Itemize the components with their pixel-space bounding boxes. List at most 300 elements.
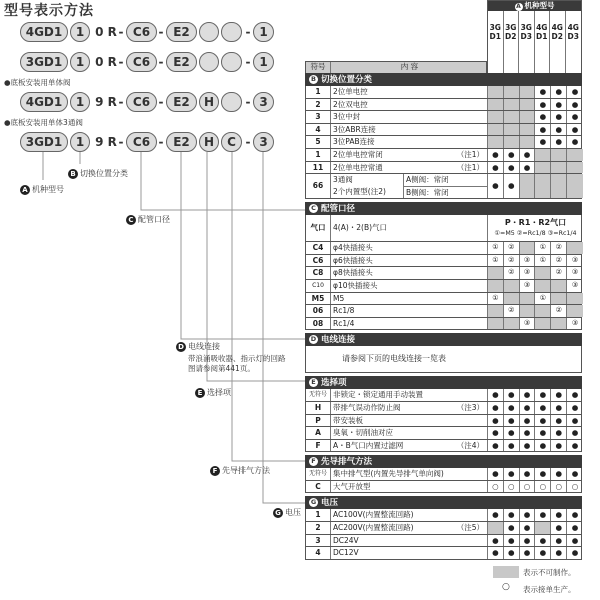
cell-3gd2 [504,318,520,330]
row-symbol: P [306,415,331,427]
cell-4gd3: ● [571,440,579,450]
cell-3gd1 [488,99,504,111]
row-symbol: 无符号 [306,468,331,480]
cell-3gd3: ● [520,468,536,480]
cell-4gd3: ③ [571,255,579,264]
row-content [331,86,488,98]
table-row [305,255,582,268]
cell-3gd1 [488,267,504,279]
cell-4gd3 [567,174,583,198]
spec-table [305,73,582,560]
section-title: 配管口径 [321,204,356,215]
code-part-b: 1 [70,132,90,152]
cell-3gd2: ● [504,440,520,452]
cell-3gd3: ③ [520,267,536,279]
cell-3gd1: ① [488,255,504,267]
model-column-3gd3: 3GD3 [519,11,535,73]
row-text: 带排气误动作防止阀 [333,402,401,412]
cell-4gd1: ● [535,402,551,414]
table-row [305,509,582,522]
row-symbol: A [306,427,331,439]
row-symbol: 4 [306,124,331,136]
cell-4gd1 [535,149,551,161]
cell-4gd3 [567,242,583,254]
model-column-4gd2: 4GD2 [550,11,566,73]
row-text: Rc1/4 [333,318,355,328]
legend-gray-text: 表示不可制作。 [523,568,576,577]
row-content [331,481,488,493]
row-content [331,267,488,279]
cell-3gd1 [488,124,504,136]
cell-4gd2: ● [551,99,567,111]
row-text: φ8快插接头 [333,268,373,278]
row-symbol: C [306,481,331,493]
cell-4gd3: ● [571,99,579,109]
row-symbol: 11 [306,162,331,174]
row-content [331,111,488,123]
cell-3gd3: ● [520,149,536,161]
cell-4gd2 [551,149,567,161]
cell-4gd2: ● [551,440,567,452]
section-header-f [305,455,582,468]
cell-3gd3: ③ [520,280,536,292]
cell-3gd1: ● [488,389,504,401]
row-symbol: 2 [306,522,331,534]
row-symbol: 4 [306,547,331,559]
cell-3gd2: ● [504,522,520,534]
row-note: （注3） [456,402,484,412]
port-right-legend: ①=M5 ②=Rc1/8 ③=Rc1/4 [494,230,577,238]
cell-3gd2: ● [504,162,520,174]
row-text: Rc1/8 [333,306,355,316]
cell-4gd3: ● [571,523,579,533]
table-row [305,111,582,124]
cell-4gd1: ● [535,86,551,98]
code-note: ●底板安装用单体3通阀 [4,118,83,127]
row-text: 大气开放型 [333,481,371,491]
cell-3gd3 [520,305,536,317]
section-title: 电线连接 [321,335,356,346]
row-note: （注4） [456,440,484,450]
code-note: ●底板安装用单体阀 [4,78,71,87]
row-content [331,255,488,267]
table-row [305,468,582,481]
row-symbol: 2 [306,99,331,111]
row-content [331,149,488,161]
row-symbol: C8 [306,267,331,279]
section-header-e [305,376,582,389]
cell-3gd3 [520,174,536,198]
row-symbol: C10 [306,280,331,292]
cell-3gd2 [504,124,520,136]
cell-3gd1: ● [488,149,504,161]
row-sub2: B侧阀：常闭 [406,187,449,197]
cell-4gd1: ● [535,99,551,111]
legend-circle-icon: ○ [502,582,510,592]
code-part-d: E2 [166,22,197,42]
cell-3gd2 [504,99,520,111]
model-header-title: A 机种型号 [488,1,581,11]
code-part-c: C6 [126,92,157,112]
row-note: （注5） [456,523,484,533]
code-part-c: C6 [126,132,157,152]
row-text: AC200V(内置整流回路) [333,523,414,533]
cell-3gd2: ② [504,267,520,279]
section-header-b [305,73,582,86]
cell-3gd1: ● [488,468,504,480]
cell-4gd2: ② [551,267,567,279]
row-content [331,415,488,427]
cell-3gd1: ● [488,535,504,547]
cell-4gd1: ① [535,255,551,267]
cell-4gd3: ③ [571,318,579,327]
code-part-d: E2 [166,92,197,112]
cell-4gd3: ● [571,390,579,400]
cell-4gd1 [535,318,551,330]
row-content [331,389,488,401]
cell-3gd3 [520,99,536,111]
row-text: 非锁定・锁定通用手动装置 [333,390,423,400]
row-symbol: 66 [306,174,331,198]
table-row [305,174,582,199]
code-part-b: 1 [70,22,90,42]
row-text: 3位PAB连接 [333,137,375,147]
section-header-c [305,202,582,215]
section-letter-badge: D [310,335,317,344]
cell-4gd1 [535,280,551,292]
cell-4gd1: ● [535,547,551,559]
cell-4gd1: ● [535,389,551,401]
cell-3gd2: ● [504,468,520,480]
cell-3gd1: ● [488,440,504,452]
row-sub1: A侧阀：常闭 [404,174,487,187]
cell-3gd1 [488,522,504,534]
label-f: F 先导排气方法 [210,465,270,476]
row-content [331,468,488,480]
cell-4gd1: ● [535,415,551,427]
cell-3gd2: ② [504,242,520,254]
cell-3gd2: ● [504,535,520,547]
label-g: G 电压 [273,507,301,518]
code-part-e [199,22,219,42]
cell-4gd1: ● [535,509,551,521]
code-part-f [221,52,242,72]
section-title: 切换位置分类 [321,75,373,85]
cell-4gd1: ● [535,136,551,148]
row-content [331,293,488,305]
code-part-mid: 9 R [95,95,117,109]
cell-3gd2: ● [504,389,520,401]
cell-4gd2: ● [551,522,567,534]
table-row [305,427,582,440]
cell-4gd3: ● [571,137,579,147]
section-letter-badge: B [309,75,318,84]
table-row [305,293,582,306]
header-symbol: 符号 [306,62,331,73]
code-dash: - [158,135,164,149]
cell-4gd3: ○ [571,481,579,491]
row-content [331,318,488,330]
cell-3gd2: ● [504,509,520,521]
cell-3gd1 [488,318,504,330]
cell-4gd3: ● [571,535,579,545]
row-note: （注1） [456,162,484,172]
table-row [305,318,582,331]
cell-4gd2: ● [551,427,567,439]
cell-3gd3: ○ [520,481,536,493]
code-dash: - [158,55,164,69]
cell-3gd2: ● [504,174,520,198]
code-dash: - [118,95,124,109]
cell-3gd1: ● [488,427,504,439]
cell-4gd1 [535,162,551,174]
code-dash: - [245,95,251,109]
row-symbol: 1 [306,86,331,98]
table-row [305,481,582,494]
code-part-model: 3GD1 [20,132,68,152]
code-part-model: 4GD1 [20,22,68,42]
cell-4gd2: ● [551,86,567,98]
port-content: 4(A)・2(B)气口 [331,215,488,241]
code-dash: - [245,135,251,149]
row-content [331,427,488,439]
row-text: 带安装板 [333,415,363,425]
cell-4gd2: ● [551,535,567,547]
table-row [305,124,582,137]
cell-3gd1: ○ [488,481,504,493]
row-note: （注1） [456,149,484,159]
cell-4gd2: ● [551,124,567,136]
page-title: 型号表示方法 [4,3,94,19]
cell-3gd3: ● [520,162,536,174]
model-column-3gd1: 3GD1 [488,11,504,73]
cell-3gd1 [488,111,504,123]
code-part-c: C6 [126,52,157,72]
section-title: 选择项 [321,378,347,389]
cell-3gd3: ● [520,547,536,559]
cell-4gd3: ● [571,548,579,558]
cell-3gd3: ● [520,427,536,439]
row-content [331,162,488,174]
cell-4gd3: ● [571,402,579,412]
cell-4gd3 [567,149,583,161]
cell-4gd2: ● [551,415,567,427]
label-b: B 切换位置分类 [68,168,128,179]
cell-4gd2 [551,293,567,305]
table-row [305,136,582,149]
row-text: φ10快插接头 [333,280,378,290]
row-content [331,174,488,198]
cell-4gd2: ● [551,402,567,414]
cell-3gd3: ● [520,415,536,427]
code-dash: - [245,25,251,39]
cell-4gd3 [567,305,583,317]
code-part-g: 3 [253,132,274,152]
port-symbol: 气口 [306,215,331,241]
cell-4gd1: ① [535,242,551,254]
row-symbol: 1 [306,509,331,521]
section-header-d [305,333,582,346]
cell-4gd3 [567,293,583,305]
table-row [305,415,582,428]
cell-3gd3 [520,136,536,148]
section-title: 先导排气方法 [321,457,373,468]
row-text: φ6快插接头 [333,255,373,265]
row-symbol: 无符号 [306,389,331,401]
table-row [305,535,582,548]
row-symbol: 5 [306,136,331,148]
cell-4gd3: ● [571,510,579,520]
row-text: 3位ABR连接 [333,124,376,134]
cell-3gd3: ● [520,440,536,452]
cell-4gd3: ● [571,428,579,438]
cell-4gd2: ② [551,242,567,254]
cell-3gd2: ● [504,547,520,559]
code-part-f: C [221,132,242,152]
cell-3gd2: ● [504,415,520,427]
section-header-g [305,496,582,509]
cell-4gd2 [551,174,567,198]
code-part-d: E2 [166,132,197,152]
cell-4gd2: ② [551,305,567,317]
model-column-4gd3: 4GD3 [567,23,579,41]
label-d: D 电线连接 [176,341,220,352]
cell-3gd1: ● [488,174,504,198]
row-symbol: 08 [306,318,331,330]
cell-4gd3: ● [571,112,579,122]
row-content-right [404,174,487,198]
model-column-3gd2: 3GD2 [504,11,520,73]
table-row [305,440,582,453]
code-part-b: 1 [70,52,90,72]
row-text: 2位单电控常通 [333,162,383,172]
cell-4gd1: ● [535,535,551,547]
row-content [331,242,488,254]
table-row [305,149,582,162]
code-part-c: C6 [126,22,157,42]
cell-3gd3 [520,111,536,123]
cell-4gd1 [535,305,551,317]
cell-4gd2 [551,280,567,292]
cell-3gd3 [520,242,536,254]
code-dash: - [158,25,164,39]
cell-3gd3: ● [520,535,536,547]
row-symbol: 3 [306,535,331,547]
code-part-f [221,22,242,42]
code-dash: - [118,135,124,149]
cell-4gd1 [535,267,551,279]
model-header [487,0,582,73]
cell-4gd1: ● [535,111,551,123]
row-text: 2位单电控常闭 [333,149,383,159]
code-part-g: 1 [253,52,274,72]
cell-3gd2: ● [504,149,520,161]
cell-3gd2 [504,280,520,292]
label-d-desc2: 图请参阅第441页。 [188,364,255,373]
row-text: AC100V(内置整流回路) [333,510,414,520]
code-dash: - [245,55,251,69]
code-part-d: E2 [166,52,197,72]
model-column-4gd1: 4GD1 [535,11,551,73]
label-e: E 选择项 [195,387,231,398]
cell-3gd3 [520,124,536,136]
row-text: 集中排气型(内置先导排气单向阀) [333,469,444,479]
table-row [305,242,582,255]
row-symbol: M5 [306,293,331,305]
cell-4gd2: ② [551,255,567,267]
row-content [331,305,488,317]
cell-4gd3: ● [571,87,579,96]
row-symbol: C6 [306,255,331,267]
row-symbol: F [306,440,331,452]
row-text: M5 [333,293,345,303]
row-content [331,522,488,534]
cell-3gd1 [488,305,504,317]
code-part-e: H [199,132,219,152]
code-part-b: 1 [70,92,90,112]
row-text: 2位双电控 [333,99,368,109]
code-part-e [199,52,219,72]
cell-4gd2: ○ [551,481,567,493]
row-content [331,280,488,292]
code-part-model: 3GD1 [20,52,68,72]
row-content [331,547,488,559]
port-row [305,215,582,242]
code-dash: - [118,25,124,39]
code-part-g: 1 [253,22,274,42]
cell-4gd2 [551,162,567,174]
code-part-mid: 9 R [95,135,117,149]
cell-3gd1: ● [488,402,504,414]
cell-3gd3: ● [520,522,536,534]
row-content-left [331,174,404,198]
cell-3gd1: ● [488,509,504,521]
cell-3gd3: ● [520,509,536,521]
cell-3gd1 [488,136,504,148]
code-dash: - [118,55,124,69]
cell-4gd3: ③ [571,268,579,277]
port-right [488,215,583,241]
cell-3gd2 [504,293,520,305]
cell-3gd1: ① [488,293,504,305]
row-content [331,402,488,414]
section-body: 请参阅下页的电线连接一览表 [305,346,582,373]
row-content [331,440,488,452]
code-part-mid: 0 R [95,25,117,39]
code-part-mid: 0 R [95,55,117,69]
row-text: A・B气口内置过滤网 [333,440,404,450]
cell-4gd2: ● [551,468,567,480]
cell-4gd1 [535,174,551,198]
row-symbol: C4 [306,242,331,254]
section-letter-badge: F [309,457,318,466]
cell-4gd3 [567,162,583,174]
row-content [331,136,488,148]
section-letter-badge: G [310,498,317,507]
section-letter-badge: C [309,204,318,213]
cell-3gd1: ● [488,162,504,174]
cell-3gd3: ● [520,402,536,414]
legend-circle-text: 表示接单生产。 [523,585,576,594]
cell-3gd1: ● [488,547,504,559]
row-text: 臭氧・切削油对应 [333,428,393,438]
cell-4gd2: ● [551,389,567,401]
table-row [305,162,582,175]
cell-3gd2: ② [504,305,520,317]
table-row [305,86,582,99]
cell-3gd2 [504,111,520,123]
cell-3gd3: ③ [520,255,536,267]
